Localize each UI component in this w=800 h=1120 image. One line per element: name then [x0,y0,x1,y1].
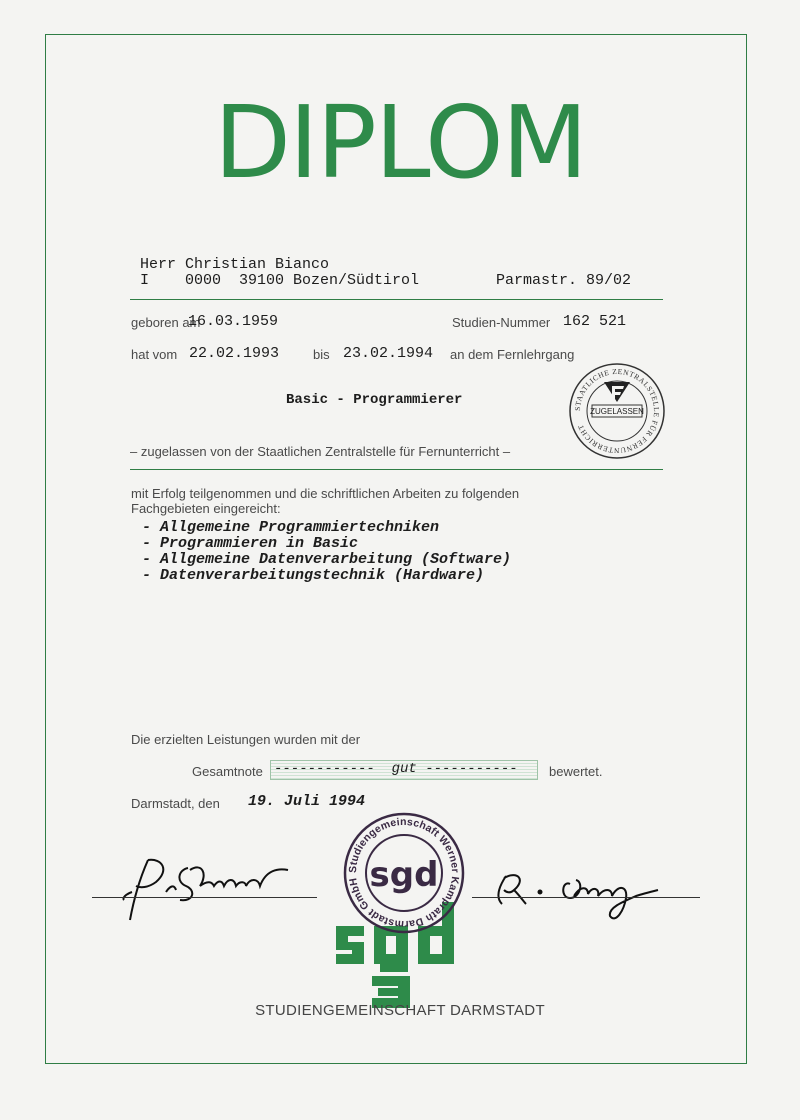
approval-seal [568,362,666,460]
stamp-center-text: sgd [369,855,439,895]
subject-item: - Programmieren in Basic [142,535,359,552]
grade-value: ------------ gut ----------- [274,761,518,777]
place-date-label: Darmstadt, den [131,796,220,811]
subject-item: - Allgemeine Programmiertechniken [142,519,440,536]
company-stamp [343,812,465,934]
result-text: Die erzielten Leistungen wurden mit der [131,732,361,747]
period-from-label: hat vom [131,347,178,362]
signature-left [118,848,318,928]
student-number: 162 521 [563,313,627,330]
divider [130,469,663,470]
certificate-title: DIPLOM [214,84,586,201]
recipient-street: Parmastr. 89/02 [496,272,632,289]
intro-line-1: mit Erfolg teilgenommen und die schriftlichen Arbeiten zu folgenden [131,486,520,501]
period-to: 23.02.1994 [343,345,434,362]
divider [130,299,663,300]
issue-date: 19. Juli 1994 [248,793,366,810]
approval-text: – zugelassen von der Staatlichen Zentralstelle für Fernunterricht – [130,444,511,459]
seal-center-text: ZUGELASSEN [590,407,644,416]
course-intro-label: an dem Fernlehrgang [450,347,575,362]
footer-institution: STUDIENGEMEINSCHAFT DARMSTADT [255,1002,545,1019]
birth-label: geboren am [131,315,201,330]
recipient-address: I 0000 39100 Bozen/Südtirol [140,272,420,289]
seal-ring-text: STAATLICHE ZENTRALSTELLE FÜR FERNUNTERRICHT [572,366,662,456]
signature-line-right [472,897,700,898]
stamp-ring-text: Studiengemeinschaft Werner Kamprath Darmstadt GmbH [346,815,462,931]
recipient-name: Herr Christian Bianco [140,256,330,273]
student-number-label: Studien-Nummer [452,315,551,330]
subject-item: - Datenverarbeitungstechnik (Hardware) [142,567,485,584]
period-from: 22.02.1993 [189,345,280,362]
birth-date: 16.03.1959 [188,313,279,330]
course-name: Basic - Programmierer [286,392,463,408]
grade-suffix: bewertet. [549,764,603,779]
subject-item: - Allgemeine Datenverarbeitung (Software) [142,551,512,568]
signature-line-left [92,897,317,898]
period-to-label: bis [313,347,330,362]
grade-label: Gesamtnote [192,764,263,779]
intro-line-2: Fachgebieten eingereicht: [131,501,281,516]
